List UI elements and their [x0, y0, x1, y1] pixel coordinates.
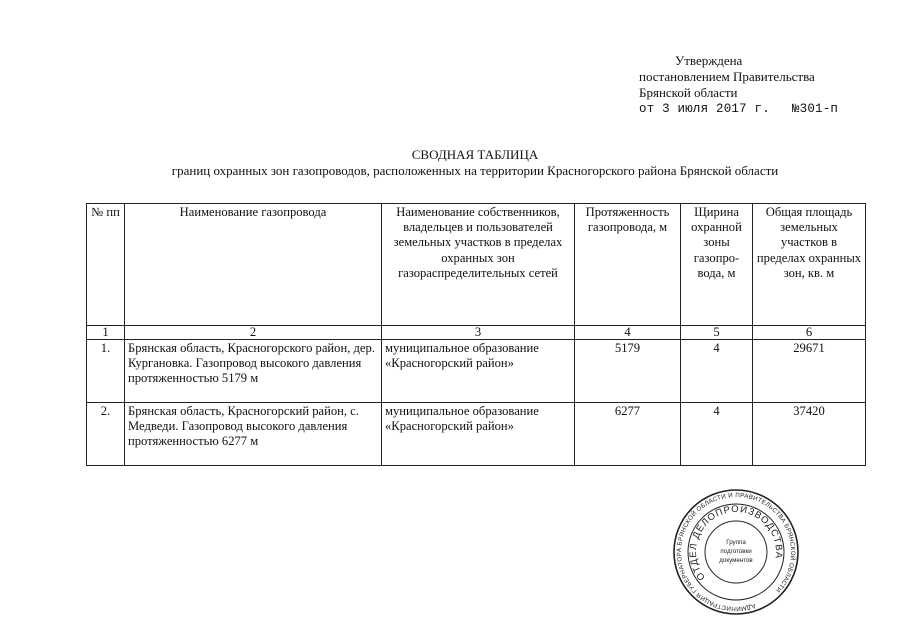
table-header-row	[87, 204, 866, 326]
approval-number: №301-п	[791, 102, 839, 116]
row-length: 5179	[575, 340, 681, 403]
column-number: 3	[382, 326, 575, 340]
row-area: 37420	[753, 403, 866, 466]
seal-center-line-1: Группа	[726, 539, 746, 546]
header-zone-width: Щирина охранной зоны газопро-вода, м	[681, 204, 753, 326]
seal-center-line-3: документов	[719, 557, 753, 564]
header-pipeline-name: Наименование газопровода	[125, 204, 382, 326]
column-number: 2	[125, 326, 382, 340]
seal-center-line-2: подготовки	[720, 548, 752, 555]
seal-outer-text: АДМИНИСТРАЦИЯ ГУБЕРНАТОРА БРЯНСКОЙ ОБЛАСТИ И ПРАВИТЕЛЬСТВА БРЯНСКОЙ ОБЛАСТИ	[675, 491, 797, 613]
row-owner: муниципальное образование «Красногорский район»	[382, 340, 575, 403]
header-length: Протяженность газопровода, м	[575, 204, 681, 326]
header-num: № пп	[87, 204, 125, 326]
summary-table	[86, 203, 866, 466]
header-owners: Наименование собственников, владельцев и пользователей земельных участков в пределах охранных зон газораспределительных сетей	[382, 204, 575, 326]
table-row	[87, 340, 866, 403]
row-zone-width: 4	[681, 340, 753, 403]
column-number: 6	[753, 326, 866, 340]
row-num: 1.	[87, 340, 125, 403]
document-title: СВОДНАЯ ТАБЛИЦА	[411, 147, 539, 162]
approval-line-approved: Утверждена	[675, 53, 743, 68]
approval-line-region: Брянской области	[639, 85, 738, 100]
row-length: 6277	[575, 403, 681, 466]
row-pipeline-name: Брянская область, Красногорского район, дер. Кургановка. Газопровод высокого давления протяженностью 5179 м	[125, 340, 382, 403]
row-pipeline-name: Брянская область, Красногорский район, с. Медведи. Газопровод высокого давления протяженностью 6277 м	[125, 403, 382, 466]
document-subtitle: границ охранных зон газопроводов, расположенных на территории Красногорского района Брянской области	[171, 163, 779, 178]
row-area: 29671	[753, 340, 866, 403]
row-num: 2.	[87, 403, 125, 466]
table-row	[87, 403, 866, 466]
column-number-row	[87, 326, 866, 340]
column-number: 4	[575, 326, 681, 340]
approval-line-decree: постановлением Правительства	[639, 69, 815, 84]
approval-date-line	[639, 101, 838, 117]
approval-block	[639, 53, 838, 117]
header-area: Общая площадь земельных участков в пределах охранных зон, кв. м	[753, 204, 866, 326]
column-number: 1	[87, 326, 125, 340]
column-number: 5	[681, 326, 753, 340]
approval-date: от 3 июля 2017 г.	[639, 102, 770, 116]
row-owner: муниципальное образование «Красногорский район»	[382, 403, 575, 466]
row-zone-width: 4	[681, 403, 753, 466]
seal-ring-text: ОТДЕЛ ДЕЛОПРОИЗВОДСТВА	[687, 503, 785, 583]
official-seal-stamp	[672, 488, 800, 616]
